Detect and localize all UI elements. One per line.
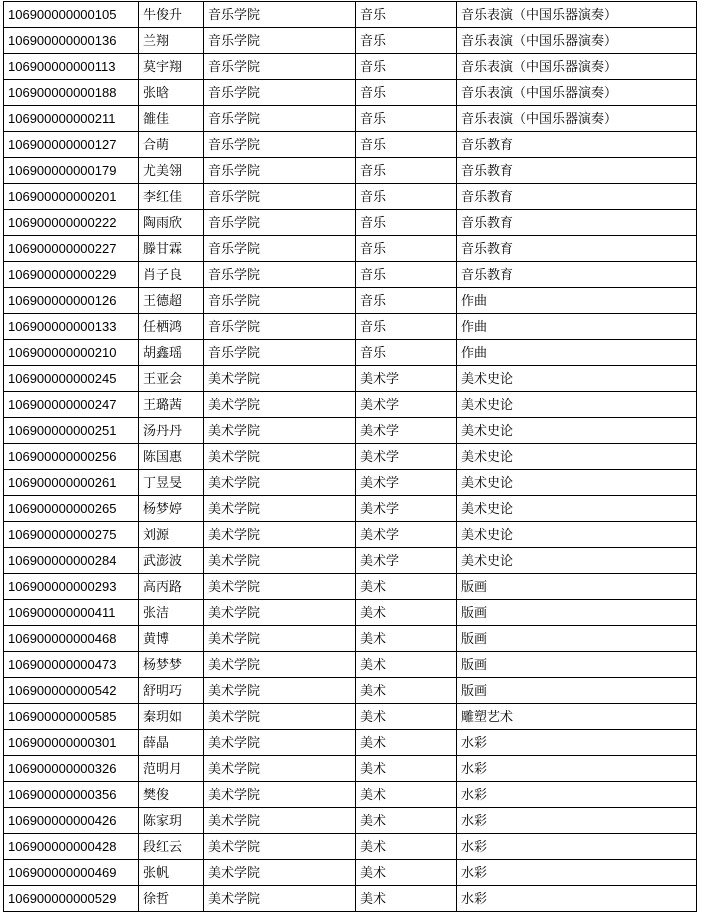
table-row (4, 834, 697, 860)
major-cell: 美术史论 (457, 366, 697, 392)
candidate-id-cell: 106900000000585 (4, 704, 139, 730)
subject-cell: 音乐 (356, 28, 457, 54)
college-cell: 美术学院 (204, 782, 356, 808)
college-cell: 音乐学院 (204, 28, 356, 54)
candidate-id-cell: 106900000000210 (4, 340, 139, 366)
college-cell: 美术学院 (204, 600, 356, 626)
name-cell: 范明月 (139, 756, 204, 782)
college-cell: 音乐学院 (204, 184, 356, 210)
name-cell: 徐哲 (139, 886, 204, 912)
table-row (4, 28, 697, 54)
name-cell: 刘源 (139, 522, 204, 548)
college-cell: 美术学院 (204, 548, 356, 574)
college-cell: 音乐学院 (204, 288, 356, 314)
college-cell: 音乐学院 (204, 106, 356, 132)
college-cell: 音乐学院 (204, 340, 356, 366)
college-cell: 美术学院 (204, 574, 356, 600)
subject-cell: 美术 (356, 808, 457, 834)
college-cell: 美术学院 (204, 626, 356, 652)
subject-cell: 音乐 (356, 236, 457, 262)
table-row (4, 470, 697, 496)
table-row (4, 860, 697, 886)
subject-cell: 音乐 (356, 210, 457, 236)
name-cell: 秦玥如 (139, 704, 204, 730)
major-cell: 水彩 (457, 860, 697, 886)
subject-cell: 美术 (356, 652, 457, 678)
table-row (4, 704, 697, 730)
college-cell: 美术学院 (204, 366, 356, 392)
college-cell: 音乐学院 (204, 210, 356, 236)
major-cell: 水彩 (457, 756, 697, 782)
college-cell: 美术学院 (204, 704, 356, 730)
table-row (4, 756, 697, 782)
major-cell: 美术史论 (457, 470, 697, 496)
name-cell: 肖子良 (139, 262, 204, 288)
college-cell: 美术学院 (204, 522, 356, 548)
candidate-id-cell: 106900000000105 (4, 2, 139, 28)
subject-cell: 音乐 (356, 288, 457, 314)
candidate-id-cell: 106900000000411 (4, 600, 139, 626)
subject-cell: 音乐 (356, 106, 457, 132)
name-cell: 兰翔 (139, 28, 204, 54)
table-row (4, 522, 697, 548)
subject-cell: 美术学 (356, 470, 457, 496)
table-row (4, 444, 697, 470)
name-cell: 杨梦梦 (139, 652, 204, 678)
table-row (4, 548, 697, 574)
subject-cell: 音乐 (356, 158, 457, 184)
table-row (4, 262, 697, 288)
candidate-id-cell: 106900000000126 (4, 288, 139, 314)
major-cell: 美术史论 (457, 444, 697, 470)
candidate-id-cell: 106900000000133 (4, 314, 139, 340)
candidate-id-cell: 106900000000247 (4, 392, 139, 418)
name-cell: 黄博 (139, 626, 204, 652)
name-cell: 陈家玥 (139, 808, 204, 834)
table-row (4, 782, 697, 808)
table-row (4, 288, 697, 314)
major-cell: 美术史论 (457, 392, 697, 418)
major-cell: 版画 (457, 574, 697, 600)
major-cell: 水彩 (457, 886, 697, 912)
candidate-id-cell: 106900000000265 (4, 496, 139, 522)
major-cell: 水彩 (457, 730, 697, 756)
subject-cell: 美术学 (356, 444, 457, 470)
major-cell: 美术史论 (457, 418, 697, 444)
college-cell: 美术学院 (204, 392, 356, 418)
major-cell: 音乐表演（中国乐器演奏） (457, 80, 697, 106)
candidate-id-cell: 106900000000275 (4, 522, 139, 548)
candidate-id-cell: 106900000000301 (4, 730, 139, 756)
major-cell: 音乐表演（中国乐器演奏） (457, 2, 697, 28)
name-cell: 杨梦婷 (139, 496, 204, 522)
college-cell: 美术学院 (204, 886, 356, 912)
major-cell: 作曲 (457, 288, 697, 314)
table-row (4, 808, 697, 834)
table-row (4, 158, 697, 184)
table-row (4, 886, 697, 912)
name-cell: 高丙路 (139, 574, 204, 600)
college-cell: 美术学院 (204, 808, 356, 834)
table-row (4, 600, 697, 626)
table-row (4, 366, 697, 392)
college-cell: 音乐学院 (204, 54, 356, 80)
subject-cell: 音乐 (356, 80, 457, 106)
subject-cell: 音乐 (356, 314, 457, 340)
major-cell: 美术史论 (457, 496, 697, 522)
name-cell: 胡鑫瑶 (139, 340, 204, 366)
subject-cell: 音乐 (356, 54, 457, 80)
name-cell: 王璐茜 (139, 392, 204, 418)
subject-cell: 音乐 (356, 132, 457, 158)
subject-cell: 美术 (356, 678, 457, 704)
name-cell: 陈国惠 (139, 444, 204, 470)
table-row (4, 392, 697, 418)
table-row (4, 184, 697, 210)
name-cell: 樊俊 (139, 782, 204, 808)
major-cell: 水彩 (457, 834, 697, 860)
college-cell: 音乐学院 (204, 262, 356, 288)
candidate-id-cell: 106900000000356 (4, 782, 139, 808)
name-cell: 尤美翎 (139, 158, 204, 184)
candidate-id-cell: 106900000000426 (4, 808, 139, 834)
college-cell: 音乐学院 (204, 158, 356, 184)
subject-cell: 美术 (356, 600, 457, 626)
subject-cell: 美术 (356, 574, 457, 600)
candidate-id-cell: 106900000000179 (4, 158, 139, 184)
subject-cell: 美术 (356, 730, 457, 756)
table-row (4, 54, 697, 80)
college-cell: 美术学院 (204, 860, 356, 886)
major-cell: 美术史论 (457, 548, 697, 574)
candidate-id-cell: 106900000000529 (4, 886, 139, 912)
table-row (4, 314, 697, 340)
candidate-id-cell: 106900000000293 (4, 574, 139, 600)
candidate-id-cell: 106900000000227 (4, 236, 139, 262)
table-row (4, 236, 697, 262)
subject-cell: 美术 (356, 704, 457, 730)
name-cell: 合萌 (139, 132, 204, 158)
candidate-id-cell: 106900000000201 (4, 184, 139, 210)
subject-cell: 美术学 (356, 522, 457, 548)
college-cell: 美术学院 (204, 756, 356, 782)
table-row (4, 730, 697, 756)
subject-cell: 美术 (356, 756, 457, 782)
major-cell: 音乐表演（中国乐器演奏） (457, 106, 697, 132)
table-row (4, 574, 697, 600)
major-cell: 作曲 (457, 340, 697, 366)
college-cell: 美术学院 (204, 444, 356, 470)
name-cell: 任栖鸿 (139, 314, 204, 340)
subject-cell: 美术学 (356, 366, 457, 392)
name-cell: 莫宇翔 (139, 54, 204, 80)
name-cell: 滕甘霖 (139, 236, 204, 262)
roster-body (4, 2, 697, 912)
major-cell: 版画 (457, 600, 697, 626)
name-cell: 雒佳 (139, 106, 204, 132)
candidate-id-cell: 106900000000326 (4, 756, 139, 782)
major-cell: 版画 (457, 652, 697, 678)
college-cell: 音乐学院 (204, 132, 356, 158)
major-cell: 音乐教育 (457, 132, 697, 158)
college-cell: 美术学院 (204, 418, 356, 444)
candidate-id-cell: 106900000000188 (4, 80, 139, 106)
name-cell: 汤丹丹 (139, 418, 204, 444)
table-row (4, 210, 697, 236)
subject-cell: 美术学 (356, 548, 457, 574)
candidate-id-cell: 106900000000113 (4, 54, 139, 80)
table-row (4, 2, 697, 28)
candidate-id-cell: 106900000000468 (4, 626, 139, 652)
name-cell: 王德超 (139, 288, 204, 314)
major-cell: 版画 (457, 678, 697, 704)
candidate-id-cell: 106900000000211 (4, 106, 139, 132)
subject-cell: 音乐 (356, 2, 457, 28)
name-cell: 陶雨欣 (139, 210, 204, 236)
candidate-id-cell: 106900000000256 (4, 444, 139, 470)
name-cell: 李红佳 (139, 184, 204, 210)
major-cell: 版画 (457, 626, 697, 652)
table-row (4, 132, 697, 158)
college-cell: 音乐学院 (204, 236, 356, 262)
name-cell: 张帆 (139, 860, 204, 886)
major-cell: 水彩 (457, 808, 697, 834)
subject-cell: 音乐 (356, 262, 457, 288)
major-cell: 音乐教育 (457, 210, 697, 236)
admission-roster-table (3, 1, 697, 912)
subject-cell: 美术学 (356, 418, 457, 444)
name-cell: 薛晶 (139, 730, 204, 756)
subject-cell: 美术学 (356, 392, 457, 418)
name-cell: 王亚会 (139, 366, 204, 392)
table-row (4, 652, 697, 678)
candidate-id-cell: 106900000000473 (4, 652, 139, 678)
subject-cell: 音乐 (356, 340, 457, 366)
candidate-id-cell: 106900000000251 (4, 418, 139, 444)
college-cell: 美术学院 (204, 496, 356, 522)
major-cell: 水彩 (457, 782, 697, 808)
college-cell: 美术学院 (204, 470, 356, 496)
candidate-id-cell: 106900000000469 (4, 860, 139, 886)
candidate-id-cell: 106900000000229 (4, 262, 139, 288)
name-cell: 舒明巧 (139, 678, 204, 704)
table-row (4, 106, 697, 132)
table-row (4, 496, 697, 522)
candidate-id-cell: 106900000000428 (4, 834, 139, 860)
major-cell: 音乐表演（中国乐器演奏） (457, 28, 697, 54)
major-cell: 音乐教育 (457, 262, 697, 288)
subject-cell: 美术 (356, 834, 457, 860)
college-cell: 音乐学院 (204, 80, 356, 106)
subject-cell: 美术 (356, 626, 457, 652)
table-row (4, 678, 697, 704)
subject-cell: 美术 (356, 782, 457, 808)
candidate-id-cell: 106900000000542 (4, 678, 139, 704)
candidate-id-cell: 106900000000245 (4, 366, 139, 392)
table-row (4, 80, 697, 106)
major-cell: 音乐教育 (457, 158, 697, 184)
name-cell: 丁昱旻 (139, 470, 204, 496)
candidate-id-cell: 106900000000222 (4, 210, 139, 236)
candidate-id-cell: 106900000000136 (4, 28, 139, 54)
major-cell: 音乐教育 (457, 236, 697, 262)
subject-cell: 音乐 (356, 184, 457, 210)
name-cell: 张洁 (139, 600, 204, 626)
name-cell: 武澎波 (139, 548, 204, 574)
table-row (4, 626, 697, 652)
candidate-id-cell: 106900000000261 (4, 470, 139, 496)
major-cell: 作曲 (457, 314, 697, 340)
major-cell: 雕塑艺术 (457, 704, 697, 730)
subject-cell: 美术 (356, 860, 457, 886)
major-cell: 音乐表演（中国乐器演奏） (457, 54, 697, 80)
name-cell: 牛俊升 (139, 2, 204, 28)
college-cell: 美术学院 (204, 652, 356, 678)
college-cell: 美术学院 (204, 730, 356, 756)
subject-cell: 美术学 (356, 496, 457, 522)
major-cell: 美术史论 (457, 522, 697, 548)
candidate-id-cell: 106900000000127 (4, 132, 139, 158)
college-cell: 音乐学院 (204, 2, 356, 28)
major-cell: 音乐教育 (457, 184, 697, 210)
name-cell: 段红云 (139, 834, 204, 860)
college-cell: 美术学院 (204, 678, 356, 704)
table-row (4, 340, 697, 366)
college-cell: 美术学院 (204, 834, 356, 860)
table-row (4, 418, 697, 444)
college-cell: 音乐学院 (204, 314, 356, 340)
subject-cell: 美术 (356, 886, 457, 912)
name-cell: 张晗 (139, 80, 204, 106)
candidate-id-cell: 106900000000284 (4, 548, 139, 574)
